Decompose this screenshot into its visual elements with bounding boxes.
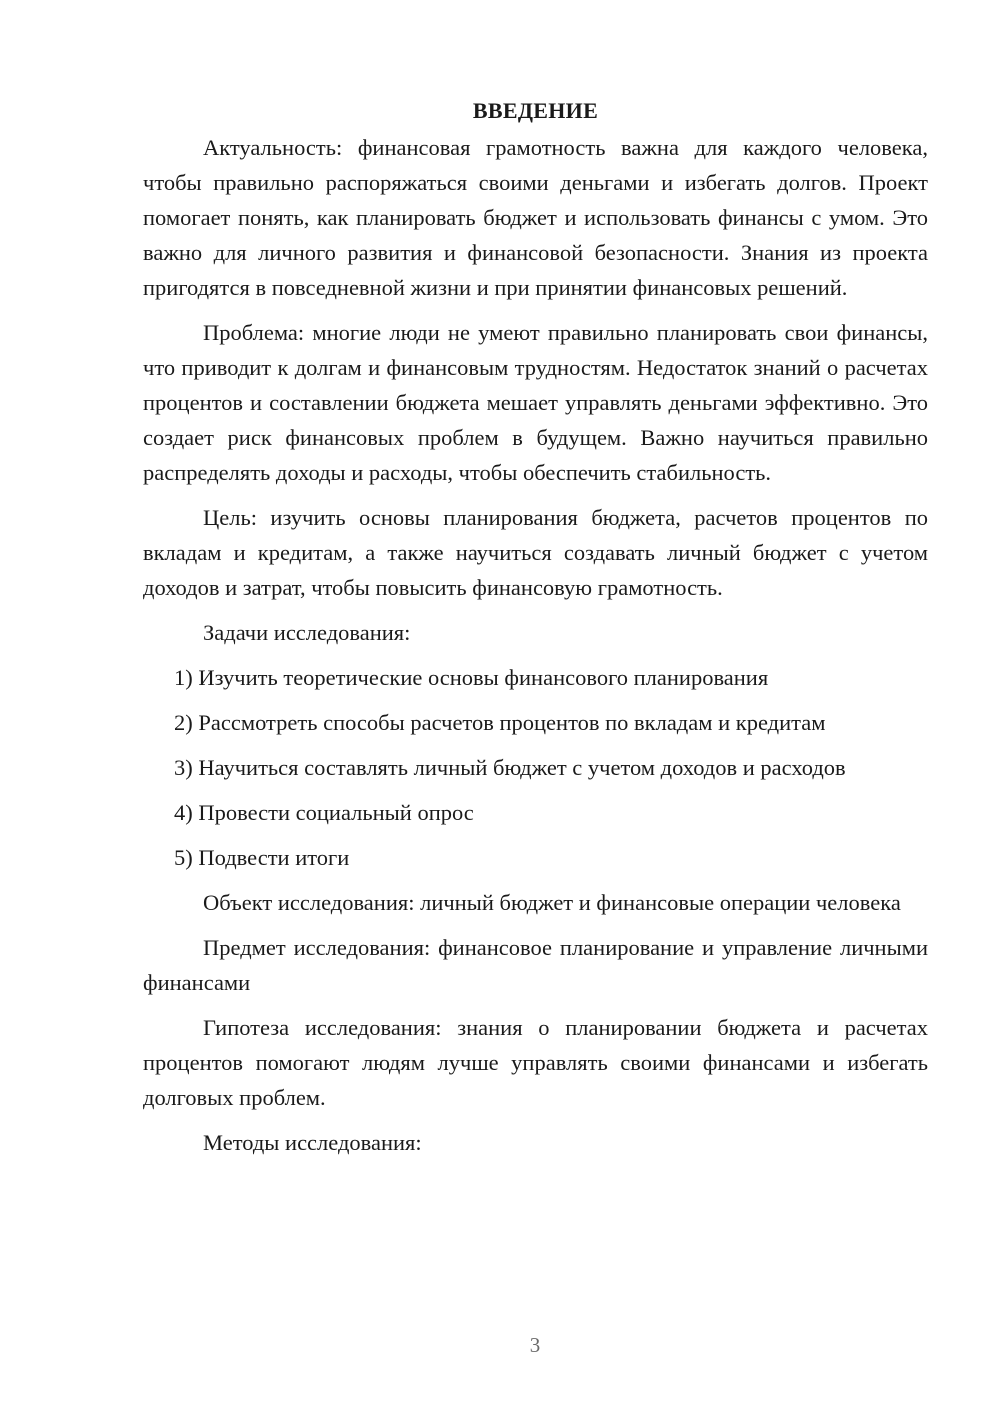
object-paragraph: Объект исследования: личный бюджет и финансовые операции человека: [203, 890, 901, 915]
goal-paragraph: Цель: изучить основы планирования бюджета, расчетов процентов по вкладам и кредитам, а также научиться создавать личный бюджет с учетом доходов и затрат, чтобы повысить финансовую грамотность.: [143, 505, 928, 600]
tasks-list: [143, 660, 928, 875]
task-item: 4) Провести социальный опрос: [174, 800, 474, 825]
relevance-paragraph: Актуальность: финансовая грамотность важна для каждого человека, чтобы правильно распоряжаться своими деньгами и избегать долгов. Проект помогает понять, как планировать бюджет и использовать финансы с умом. Это важно для личного развития и финансовой безопасности. Знания из проекта пригодятся в повседневной жизни и при принятии финансовых решений.: [143, 135, 928, 300]
page-number: 3: [529, 1333, 541, 1357]
subject-paragraph: Предмет исследования: финансовое планирование и управление личными финансами: [143, 935, 928, 995]
methods-heading: Методы исследования:: [203, 1130, 422, 1155]
tasks-heading: Задачи исследования:: [203, 620, 411, 645]
document-page: [143, 96, 928, 1170]
task-item: 2) Рассмотреть способы расчетов процентов по вкладам и кредитам: [174, 710, 826, 735]
task-item: 3) Научиться составлять личный бюджет с учетом доходов и расходов: [174, 755, 846, 780]
hypothesis-paragraph: Гипотеза исследования: знания о планировании бюджета и расчетах процентов помогают людям лучше управлять своими финансами и избегать долговых проблем.: [143, 1015, 928, 1110]
problem-paragraph: Проблема: многие люди не умеют правильно планировать свои финансы, что приводит к долгам и финансовым трудностям. Недостаток знаний о расчетах процентов и составлении бюджета мешает управлять деньгами эффективно. Это создает риск финансовых проблем в будущем. Важно научиться правильно распределять доходы и расходы, чтобы обеспечить стабильность.: [143, 320, 928, 485]
task-item: 1) Изучить теоретические основы финансового планирования: [174, 665, 769, 690]
task-item: 5) Подвести итоги: [174, 845, 350, 870]
section-title: ВВЕДЕНИЕ: [472, 98, 599, 123]
